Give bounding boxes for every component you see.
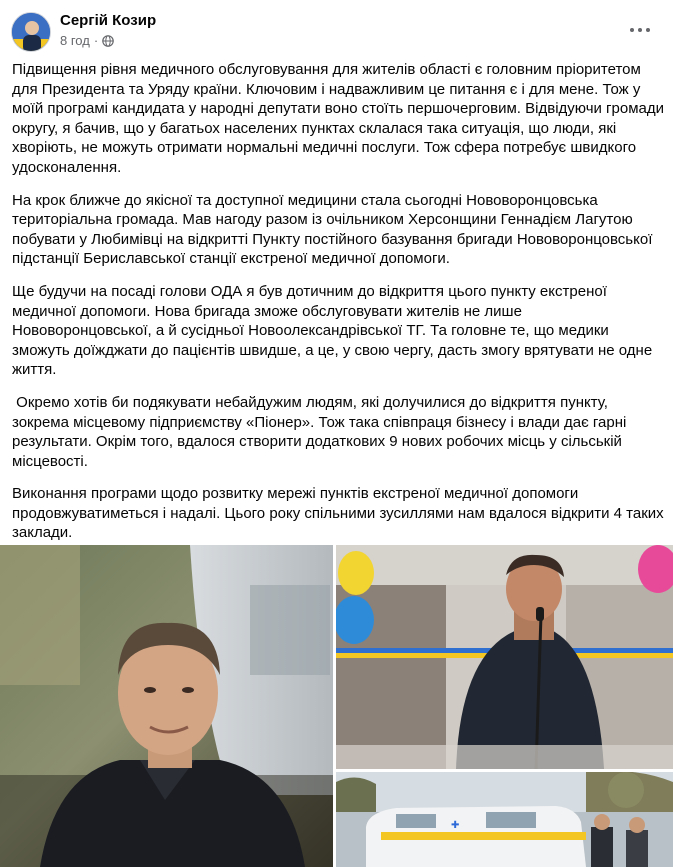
post-text	[12, 60, 669, 589]
post-paragraph: На крок ближче до якісної та доступної медицини стала сьогодні Нововоронцовська територіальна громада. Мав нагоду разом із очільником Херсонщини Геннадієм Лагутою побувати у Любимівці на відкритті Пункту постійного базування бригади Нововоронцовської підстанції Бериславської станції екстреної медичної допомоги.	[12, 191, 657, 268]
post-paragraph: Виконання програми щодо розвитку мережі пунктів екстреної медичної допомоги продовжуватиметься і надалі. Цього року спільними зусиллями нам вдалося відкрити 4 таких заклади.	[12, 485, 668, 542]
post-paragraph: Окремо хотів би подякувати небайдужим людям, які долучилися до відкриття пункту, зокрема місцевому підприємству «Піонер». Тож така співпраця бізнесу і влади дає гарні результати. Окрім того, вдалося створити додаткових 9 нових робочих місць у сільській місцевості.	[12, 393, 631, 470]
post-paragraph: Ще будучи на посаді голови ОДА я був дотичним до відкриття цього пункту екстреної медичної допомоги. Нова бригада зможе обслуговувати жителів не лише Нововоронцовської, а й сусідньої Новоолександрівської ТГ. Та головне те, що медики зможуть доїжджати до пацієнтів швидше, а це, у свою чергу, дасть змогу врятувати не одне життя.	[12, 282, 657, 379]
avatar[interactable]	[11, 12, 51, 52]
ambulance-photo[interactable]	[336, 772, 673, 867]
post-time[interactable]: 8 год	[60, 33, 90, 48]
more-options-icon[interactable]	[622, 18, 658, 42]
speech-photo[interactable]	[336, 545, 673, 769]
post-paragraph: Підвищення рівня медичного обслуговування для жителів області є головним пріоритетом для Президента та Уряду країни. Ключовим і надважливим це питання є і для мене. Тож у моїй програмі кандидата у народні депутати воно стоїть першочерговим. Відвідуючи громади округу, я бачив, що у багатьох населених пунктах склалася така ситуація, що люди, які хворіють, не можуть отримати нормальні медичні послуги. Тож сфера потребує швидкого удосконалення.	[12, 61, 669, 176]
photo-grid	[0, 545, 673, 867]
post-header	[0, 0, 673, 56]
meta-separator: ·	[93, 33, 99, 48]
post-meta	[60, 33, 114, 48]
portrait-photo[interactable]	[0, 545, 333, 867]
globe-icon	[102, 35, 114, 47]
author-name[interactable]: Сергій Козир	[60, 12, 157, 29]
svg-text:✚: ✚	[451, 820, 460, 831]
